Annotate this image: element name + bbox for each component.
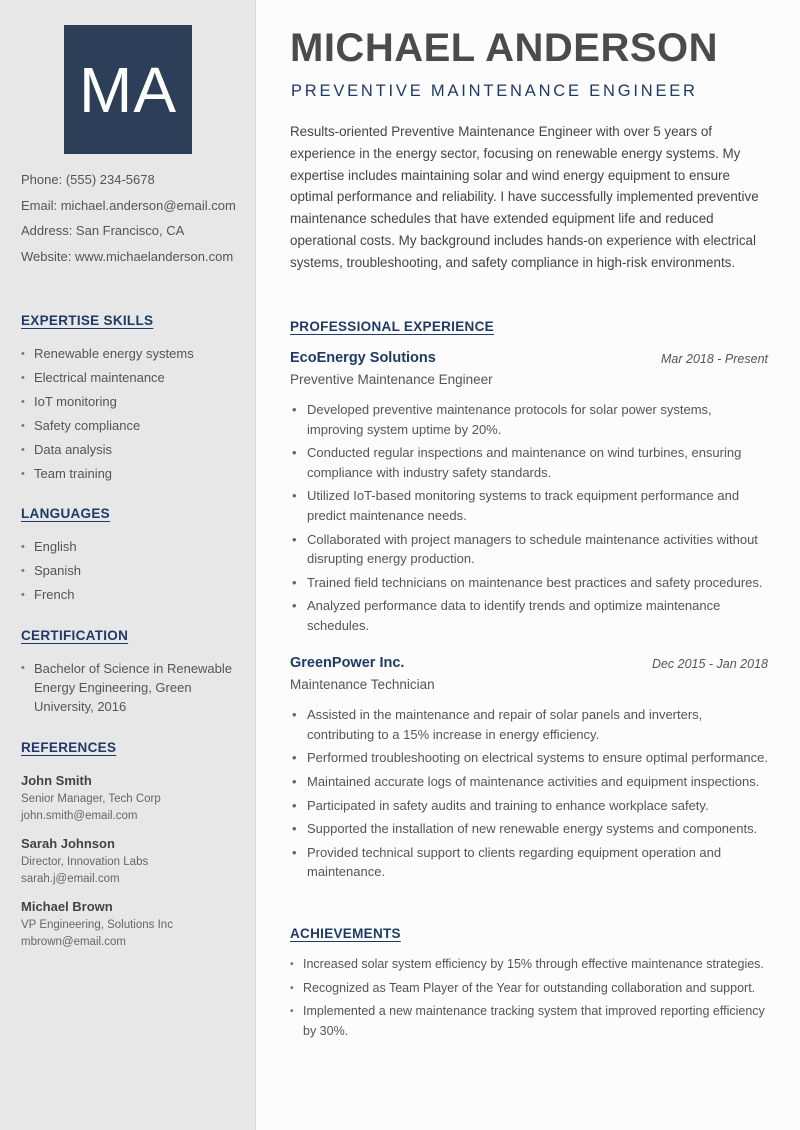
experience-heading: PROFESSIONAL EXPERIENCE bbox=[290, 319, 494, 334]
reference-email[interactable]: mbrown@email.com bbox=[21, 936, 126, 948]
job-bullet: • Performed troubleshooting on electrical systems to ensure optimal performance. bbox=[290, 748, 770, 768]
contact-address: Address: San Francisco, CA bbox=[21, 223, 185, 238]
language-item: • Spanish bbox=[21, 563, 81, 587]
job-bullet: • Utilized IoT-based monitoring systems to track equipment performance and predict maintenance needs. bbox=[290, 486, 770, 525]
monogram-logo: MA bbox=[64, 25, 192, 154]
job-bullet: • Supported the installation of new renewable energy systems and components. bbox=[290, 819, 770, 839]
job-bullet: • Analyzed performance data to identify trends and optimize maintenance schedules. bbox=[290, 596, 770, 635]
reference-entry bbox=[21, 772, 161, 825]
reference-name: John Smith bbox=[21, 773, 92, 788]
job-bullet: • Trained field technicians on maintenance best practices and safety procedures. bbox=[290, 573, 770, 593]
reference-email[interactable]: john.smith@email.com bbox=[21, 810, 138, 822]
job-role: Maintenance Technician bbox=[290, 677, 435, 692]
reference-entry bbox=[21, 898, 173, 951]
reference-email[interactable]: sarah.j@email.com bbox=[21, 873, 120, 885]
summary-paragraph: Results-oriented Preventive Maintenance Engineer with over 5 years of experience in the energy sector, focusing on renewable energy systems. My expertise includes maintaining solar and wind energy equipment to ensure optimal performance and reliability. I have successfully implemented preventive maintenance schedules that have extended equipment life and reduced operational costs. My background includes hands-on experience with electrical systems, troubleshooting, and safety compliance in high-risk environments. bbox=[290, 124, 759, 270]
skill-item: • IoT monitoring bbox=[21, 394, 194, 418]
achievements-heading: ACHIEVEMENTS bbox=[290, 926, 401, 941]
job-bullet: • Collaborated with project managers to schedule maintenance activities without disrupting energy production. bbox=[290, 530, 770, 569]
skill-item: • Renewable energy systems bbox=[21, 346, 194, 370]
skills-heading: EXPERTISE SKILLS bbox=[21, 313, 154, 328]
languages-heading: LANGUAGES bbox=[21, 506, 110, 521]
contact-info bbox=[21, 172, 236, 274]
achievement-item: • Increased solar system efficiency by 15% through effective maintenance strategies. bbox=[290, 955, 770, 975]
achievement-item: • Recognized as Team Player of the Year for outstanding collaboration and support. bbox=[290, 979, 770, 999]
certification-list bbox=[21, 659, 241, 716]
reference-title: Senior Manager, Tech Corp bbox=[21, 793, 161, 805]
skill-item: • Electrical maintenance bbox=[21, 370, 194, 394]
reference-name: Sarah Johnson bbox=[21, 836, 115, 851]
skill-item: • Team training bbox=[21, 466, 194, 490]
skill-item: • Data analysis bbox=[21, 442, 194, 466]
contact-email[interactable]: Email: michael.anderson@email.com bbox=[21, 197, 236, 213]
reference-title: VP Engineering, Solutions Inc bbox=[21, 919, 173, 931]
achievements-list bbox=[290, 955, 770, 1046]
achievement-item: • Implemented a new maintenance tracking system that improved reporting efficiency by 30%. bbox=[290, 1002, 770, 1041]
job-bullet: • Assisted in the maintenance and repair of solar panels and inverters, contributing to a 15% increase in energy efficiency. bbox=[290, 705, 770, 744]
company-name: GreenPower Inc. bbox=[290, 655, 405, 671]
job-dates: Dec 2015 - Jan 2018 bbox=[651, 657, 768, 671]
languages-list bbox=[21, 539, 81, 611]
reference-entry bbox=[21, 835, 148, 888]
language-item: • English bbox=[21, 539, 81, 563]
references-heading: REFERENCES bbox=[21, 740, 117, 755]
reference-title: Director, Innovation Labs bbox=[21, 856, 149, 868]
job-role: Preventive Maintenance Engineer bbox=[290, 372, 493, 387]
skills-list bbox=[21, 346, 194, 490]
language-item: • French bbox=[21, 587, 81, 611]
contact-website[interactable]: Website: www.michaelanderson.com bbox=[21, 248, 234, 264]
candidate-name: MICHAEL ANDERSON bbox=[290, 26, 719, 70]
job-title: PREVENTIVE MAINTENANCE ENGINEER bbox=[291, 82, 698, 100]
job-bullet: • Provided technical support to clients regarding equipment operation and maintenance. bbox=[290, 843, 770, 882]
contact-phone: Phone: (555) 234-5678 bbox=[21, 172, 155, 187]
job-bullets bbox=[290, 705, 770, 886]
job-bullets bbox=[290, 400, 770, 640]
job-bullet: • Maintained accurate logs of maintenance activities and equipment inspections. bbox=[290, 772, 770, 792]
certification-heading: CERTIFICATION bbox=[21, 628, 129, 643]
company-name: EcoEnergy Solutions bbox=[290, 350, 436, 366]
certification-item: • Bachelor of Science in Renewable Energy Engineering, Green University, 2016 bbox=[21, 659, 241, 716]
job-bullet: • Conducted regular inspections and maintenance on wind turbines, ensuring compliance with industry safety standards. bbox=[290, 443, 770, 482]
job-bullet: • Participated in safety audits and training to enhance workplace safety. bbox=[290, 796, 770, 816]
job-dates: Mar 2018 - Present bbox=[661, 352, 768, 366]
skill-item: • Safety compliance bbox=[21, 418, 194, 442]
reference-name: Michael Brown bbox=[21, 899, 113, 914]
job-bullet: • Developed preventive maintenance protocols for solar power systems, improving system uptime by 20%. bbox=[290, 400, 770, 439]
